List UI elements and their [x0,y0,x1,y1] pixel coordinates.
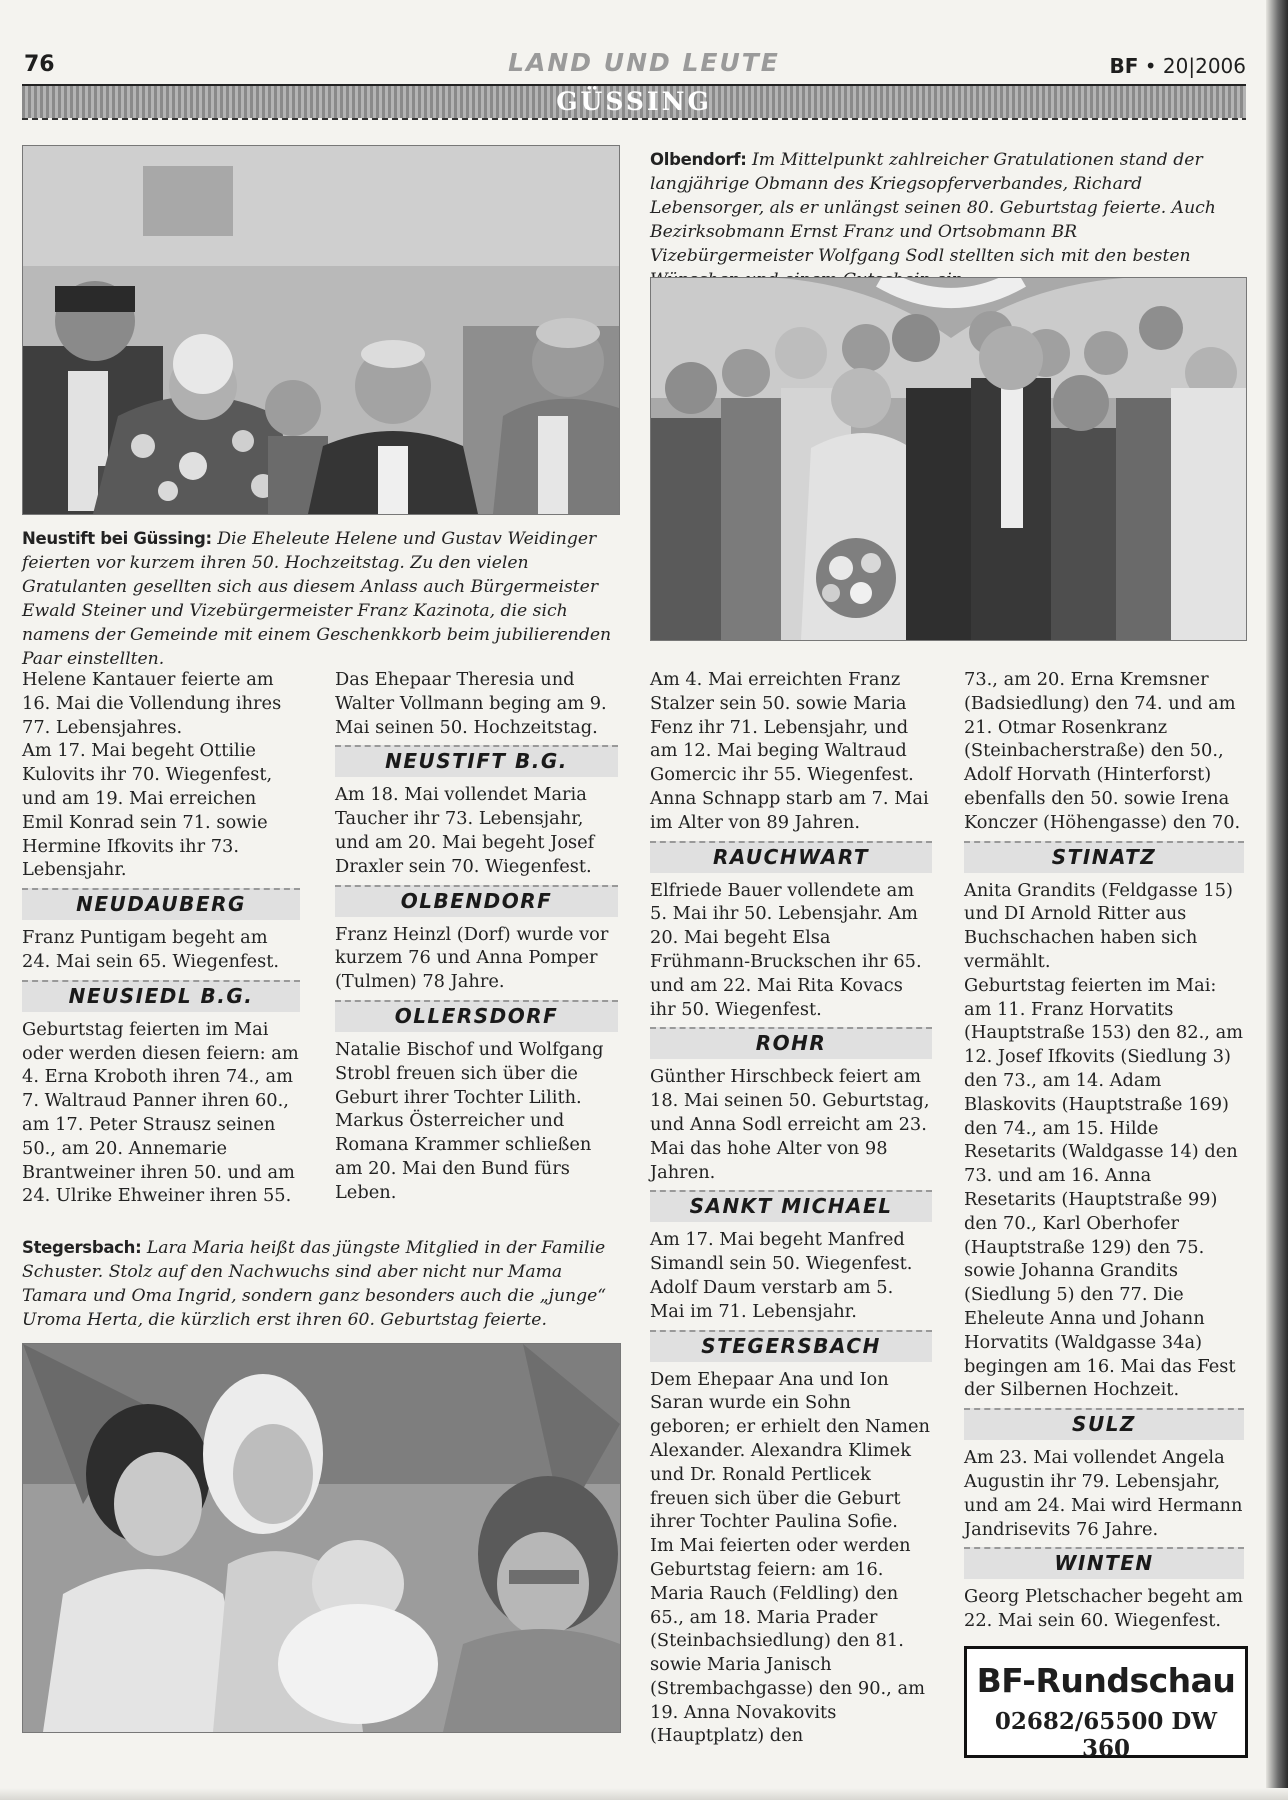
paragraph: Am 17. Mai begeht Ottilie Kulovits ihr 70. Wiegenfest, und am 19. Mai erreichen Emil Konrad sein 71. sowie Hermine Ifkovits ihr 73. Lebensjahr. [22,740,273,881]
photo-olbendorf-group [650,277,1247,641]
region-title: GÜSSING [556,87,712,116]
heading-label: STEGERSBACH [701,1333,881,1358]
caption-neustift-lead: Neustift bei Güssing: [22,529,212,548]
issue-separator: • [1144,54,1157,78]
heading-stegersbach [650,1330,932,1362]
issue-label [1109,54,1246,78]
paragraph: Anita Grandits (Feldgasse 15) und DI Arnold Ritter aus Buchschachen haben sich vermählt. [964,879,1233,972]
heading-rauchwart [650,841,932,873]
paragraph: Am 23. Mai vollendet Angela Augustin ihr 79. Lebensjahr, und am 24. Mai wird Hermann Jandrisevits 76 Jahre. [964,1447,1243,1540]
paragraph: Am 18. Mai vollendet Maria Taucher ihr 73. Lebensjahr, und am 20. Mai begeht Josef Draxler sein 70. Wiegenfest. [335,784,595,877]
column-3 [650,668,932,1748]
paragraph: Helene Kantauer feierte am 16. Mai die Vollendung ihres 77. Lebensjahres. [22,669,282,738]
paragraph: Das Ehepaar Theresia und Walter Vollmann beging am 9. Mai seinen 50. Hochzeitstag. [335,669,607,738]
heading-label: ROHR [755,1031,827,1056]
ad-title: BF-Rundschau [976,1661,1236,1700]
caption-stegersbach [22,1236,620,1332]
issue-brand: BF [1109,54,1139,78]
photo-stegersbach-family [22,1343,621,1733]
heading-ollersdorf [335,1000,618,1032]
paragraph: Georg Pletschacher begeht am 22. Mai sein 60. Wiegenfest. [964,1586,1244,1632]
heading-label: WINTEN [1054,1551,1154,1576]
paragraph: 73., am 20. Erna Kremsner (Badsiedlung) den 74. und am 21. Otmar Rosenkranz (Steinbacherstraße) den 50., Adolf Horvath (Hinterforst) ebenfalls den 50. sowie Irena Konczer (Höhengasse) den 70. [964,669,1241,833]
column-1 [22,668,300,1208]
caption-stegersbach-lead: Stegersbach: [22,1238,142,1257]
ad-box [964,1646,1248,1762]
caption-neustift [22,527,618,671]
heading-stinatz [964,841,1244,873]
heading-sulz [964,1408,1244,1440]
photo-neustift-graphic [23,146,619,514]
heading-label: SULZ [1072,1412,1136,1437]
heading-neudauberg [22,888,300,920]
heading-neusiedl [22,980,300,1012]
heading-label: NEUSTIFT B.G. [385,749,568,774]
page-edge-shadow [1266,0,1288,1800]
section-title: LAND UND LEUTE [508,48,780,77]
heading-neustift [335,745,618,777]
photo-stegersbach-graphic [23,1344,620,1732]
caption-stegersbach-text: Lara Maria heißt das jüngste Mitglied in der Familie Schuster. Stolz auf den Nachwuchs sind aber nicht nur Mama Tamara und Oma Ingrid, sondern ganz besonders auch die „junge“ Uroma Herta, die kürzlich erst ihren 60. Geburtstag feierte. [22,1238,607,1330]
caption-olbendorf [650,148,1238,292]
paragraph: Geburtstag feierten im Mai: am 11. Franz Horvatits (Hauptstraße 153) den 82., am 12. Josef Ifkovits (Siedlung 3) den 73., am 14. Adam Blaskovits (Hauptstraße 169) den 74., am 15. Hilde Resetarits (Waldgasse 14) den 73. und am 16. Anna Resetarits (Hauptstraße 99) den 70., Karl Oberhofer (Hauptstraße 129) den 75. sowie Johanna Grandits (Siedlung 5) den 77. Die Eheleute Anna und Johann Horvatits (Waldgasse 34a) begingen am 16. Mai das Fest der Silbernen Hochzeit. [964,974,1244,1401]
page-bottom-shadow [0,1788,1288,1800]
paragraph: Natalie Bischof und Wolfgang Strobl freuen sich über die Geburt ihrer Tochter Lilith. Markus Österreicher und Romana Krammer schließen am 20. Mai den Bund fürs Leben. [335,1038,604,1203]
heading-label: NEUSIEDL B.G. [68,983,254,1008]
heading-olbendorf [335,885,618,917]
heading-sankt-michael [650,1190,932,1222]
caption-olbendorf-text: Im Mittelpunkt zahlreicher Gratulationen stand der langjährige Obmann des Kriegsopferverbandes, Richard Lebensorger, als er unlängst seinen 80. Geburtstag feierte. Auch Bezirksobmann Ernst Franz und Ortsobmann BR Vizebürgermeister Wolfgang Sodl stellten sich mit den besten [650,150,1216,266]
paragraph: Geburtstag feierten im Mai oder werden diesen feiern: am 4. Erna Kroboth ihren 74., am 7. Waltraud Panner ihren 60., am 17. Peter Strausz seinen 50., am 20. Annemarie Brantweiner ihren 50. und am 24. Ulrike Ehweiner ihren 55. [22,1018,299,1207]
column-4 [964,668,1244,1633]
photo-olbendorf-graphic [651,278,1246,640]
paragraph: Franz Puntigam begeht am 24. Mai sein 65. Wiegenfest. [22,927,280,972]
photo-neustift-anniversary [22,145,620,515]
heading-label: SANKT MICHAEL [689,1194,893,1219]
heading-winten [964,1547,1244,1579]
paragraph: Elfriede Bauer vollendete am 5. Mai ihr 50. Lebensjahr. Am 20. Mai begeht Elsa Frühmann-Bruckschen ihr 65. und am 22. Mai Rita Kovacs ihr 50. Wiegenfest. [650,879,922,1020]
paragraph: Am 4. Mai erreichten Franz Stalzer sein 50. sowie Maria Fenz ihr 71. Lebensjahr, und am 12. Mai beging Waltraud Gomercic ihr 55. Wiegenfest. Anna Schnapp starb am 7. Mai im Alter von 89 Jahren. [650,669,929,833]
heading-label: OLLERSDORF [394,1003,559,1028]
paragraph: Günther Hirschbeck feiert am 18. Mai seinen 50. Geburtstag, und Anna Sodl erreicht am 23. Mai das hohe Alter von 98 Jahren. [650,1066,930,1183]
caption-olbendorf-lead: Olbendorf: [650,150,747,169]
heading-label: OLBENDORF [400,888,553,913]
paragraph: Dem Ehepaar Ana und Ion Saran wurde ein Sohn geboren; er erhielt den Namen Alexander. Alexandra Klimek und Dr. Ronald Pertlicek freuen sich über die Geburt ihrer Tochter Paulina Sofie. [650,1368,930,1533]
page-number: 76 [24,52,55,77]
region-dashed-rule [22,118,1246,120]
heading-label: RAUCHWART [712,844,870,869]
caption-neustift-text: Die Eheleute Helene und Gustav Weidinger feierten vor kurzem ihren 50. Hochzeitstag. Zu den vielen Gratulanten gesellten sich aus diesem Anlass auch Bürgermeister Ewald Steiner und Vizebürgermeister Franz Kazinota, die sich namens der Gemeinde mit einem Geschenkkorb beim jubilierenden Paar einstellten. [22,529,612,669]
column-2 [335,668,618,1205]
heading-rohr [650,1027,932,1059]
paragraph: Am 17. Mai begeht Manfred Simandl sein 50. Wiegenfest. Adolf Daum verstarb am 5. Mai im 71. Lebensjahr. [650,1229,913,1322]
ad-phone: 02682/65500 DW 360 [994,1708,1218,1762]
heading-label: NEUDAUBERG [76,892,246,917]
region-banner [22,86,1246,118]
paragraph: Im Mai feierten oder werden Geburtstag feiern: am 16. Maria Rauch (Feldling) den 65., am 18. Maria Prader (Steinbachsiedlung) den 81. sowie Maria Janisch (Strembachgasse) den 90., am 19. Anna Novakovits (Hauptplatz) den [650,1535,925,1747]
issue-number: 20|2006 [1162,54,1246,78]
heading-label: STINATZ [1051,844,1157,869]
paragraph: Franz Heinzl (Dorf) wurde vor kurzem 76 und Anna Pomper (Tulmen) 78 Jahre. [335,923,609,993]
